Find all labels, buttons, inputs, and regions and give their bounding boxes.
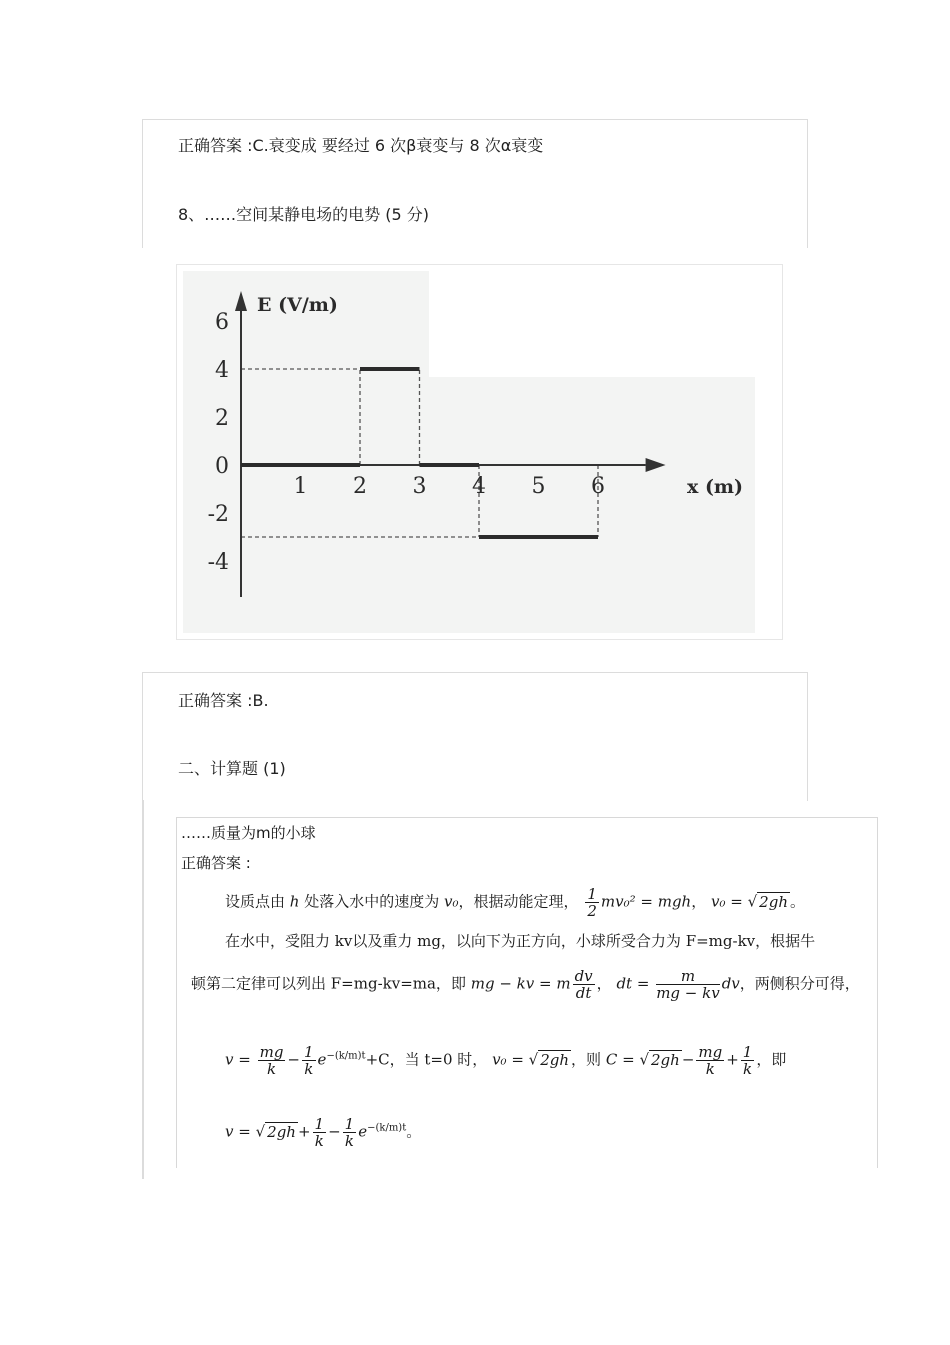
l1b: 处落入水中的速度为	[304, 892, 440, 911]
frac-mg-k-a: $\frac{mg}{k}$	[259, 1043, 284, 1078]
l1c: ，根据动能定理，	[458, 892, 579, 911]
l4d: ，即	[756, 1050, 787, 1069]
x-tick-label-2: 3	[412, 474, 427, 499]
chart-bg-right	[429, 377, 755, 633]
solution-box	[176, 817, 878, 1168]
l1v0: v₀	[444, 892, 459, 911]
x-tick-label-4: 5	[531, 474, 546, 499]
y-tick-label-5: -4	[207, 550, 229, 575]
solution-line-4: v = $\frac{mg}{k}$ − $\frac{1}{k}$ $e^{-(k/m)t}+C$，当 t=0 时， v₀ = √ 2gh ，则 C = √ 2gh − $\frac{mg}{k}$ + $\frac{1}{k}$ ，即	[225, 1043, 787, 1078]
l4b: +C，当 t=0 时，	[365, 1050, 488, 1069]
l3a: 顿第二定律可以列出 F=mg-kv=ma，即	[191, 974, 466, 993]
x-tick-label-0: 1	[293, 474, 308, 499]
l3dv: dv	[721, 974, 740, 993]
l1eq: mv₀² = mgh	[600, 892, 692, 911]
solution-answer-label: 正确答案 :	[181, 854, 251, 872]
solution-line-3	[191, 968, 860, 1001]
lower-frame	[142, 800, 144, 1179]
x-tick-label-1: 2	[353, 474, 367, 499]
frac-1-k-a: $\frac{1}{k}$	[304, 1043, 314, 1078]
frac-m-mgkv: $\frac{m}{mg - kv}$	[656, 967, 720, 1002]
solution-line-1: 设质点由 h 处落入水中的速度为 v₀，根据动能定理， $\frac{1}{2}$ mv₀² = mgh， v₀ = √ 2gh 。	[225, 885, 805, 920]
section2-title: 二、计算题 (1)	[178, 759, 286, 778]
y-tick-label-0: 6	[215, 310, 229, 335]
x-tick-label-3: 4	[472, 474, 486, 499]
solution-line-5: v = √ 2gh + $\frac{1}{k}$ − $\frac{1}{k}$ $e^{-(k/m)t}$。	[225, 1115, 422, 1150]
l1a: 设质点由	[225, 892, 286, 911]
y-tick-label-4: -2	[207, 502, 229, 527]
l3c: ，两侧积分可得，	[739, 974, 860, 993]
q8-title: 8、……空间某静电场的电势 (5 分)	[178, 205, 430, 224]
l4c: ，则	[571, 1050, 602, 1069]
q7-answer: 正确答案 :C.衰变成 要经过 6 次β衰变与 8 次α衰变	[178, 136, 544, 155]
solution-heading: ……质量为m的小球	[181, 824, 316, 842]
chart-container	[176, 264, 783, 640]
frac-half: $\frac{1}{2}$	[587, 885, 597, 920]
l5v: v =	[225, 1122, 256, 1141]
efield-chart	[177, 265, 782, 639]
l1end: 。	[789, 892, 805, 911]
y-tick-label-2: 2	[215, 406, 229, 431]
frac-mg-k-b: $\frac{mg}{k}$	[698, 1043, 723, 1078]
x-tick-label-5: 6	[591, 474, 605, 499]
y-axis-label: E (V/m)	[257, 294, 338, 316]
l1d: ，	[691, 892, 707, 911]
frac-1-k-c: $\frac{1}{k}$	[314, 1115, 325, 1150]
frac-1-k-d: $\frac{1}{k}$	[344, 1115, 355, 1150]
l1sqrt: 2gh	[759, 892, 788, 911]
l4C: C =	[605, 1050, 640, 1069]
l4v0: v₀ =	[492, 1050, 529, 1069]
x-axis-label: x (m)	[687, 476, 744, 498]
l3dt: dt =	[616, 974, 650, 993]
frac-1-k-b: $\frac{1}{k}$	[742, 1043, 753, 1078]
l3eq: mg − kv = m	[470, 974, 571, 993]
y-tick-label-1: 4	[215, 358, 229, 383]
q8-answer: 正确答案 :B.	[178, 691, 269, 710]
l1eq2: v₀ =	[711, 892, 748, 911]
y-tick-label-3: 0	[215, 454, 229, 479]
l4v: v =	[225, 1050, 251, 1069]
l1h: h	[289, 892, 300, 911]
l5end: 。	[406, 1122, 422, 1141]
frac-dvdt: $\frac{dv}{dt}$	[574, 967, 593, 1002]
solution-line-2: 在水中，受阻力 kv以及重力 mg，以向下为正方向，小球所受合力为 F=mg-kv，根据牛	[225, 932, 816, 950]
l3b: ，	[596, 974, 612, 993]
